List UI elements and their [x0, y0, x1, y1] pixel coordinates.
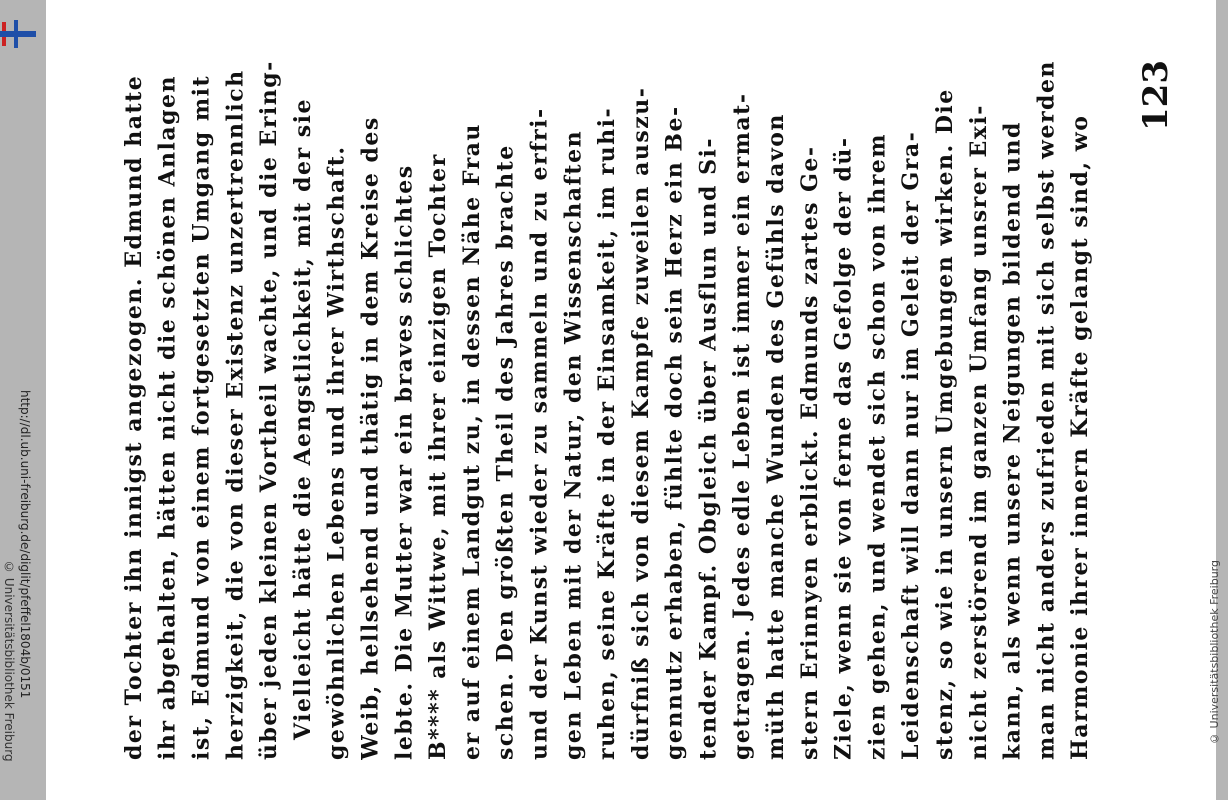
text-line: ruhen, seine Kräfte in der Einsamkeit, im ruhi- [594, 106, 621, 760]
text-line: stern Erinnyen erblickt. Edmunds zartes Ge- [796, 145, 823, 760]
scanned-page [46, 0, 1216, 800]
page-number: 123 [1136, 60, 1176, 131]
right-copyright-notice: © Universitätsbibliothek Freiburg [1208, 560, 1221, 745]
text-line: gen Leben mit der Natur, den Wissenschaften [560, 129, 587, 760]
text-line: nicht zerstörend im ganzen Umfang unsrer Exi- [965, 104, 992, 760]
text-line: kann, als wenn unsere Neigungen bildend und [999, 121, 1026, 760]
text-line: ist, Edmund von einem fortgesetzten Umgang mit [188, 74, 215, 760]
text-line: er auf einem Landgut zu, in dessen Nähe Frau [458, 123, 485, 760]
page-text-column [116, 60, 1096, 760]
text-line: Leidenschaft will dann nur im Geleit der Gra- [898, 130, 925, 760]
text-line: stenz, so wie in unsern Umgebungen wirken. Die [932, 88, 959, 760]
text-line: Weib, hellsehend und thätig in dem Kreise des [357, 116, 384, 760]
text-line: der Tochter ihn innigst angezogen. Edmund hatte [120, 74, 147, 760]
text-line: über jeden kleinen Vortheil wachte, und die Ering- [256, 60, 283, 760]
text-line: herzigkeit, die von dieser Existenz unzertrennlich [222, 69, 249, 760]
text-line: Harmonie ihrer innern Kräfte gelangt sind, wo [1067, 114, 1094, 760]
text-line: B**** als Wittwe, mit ihrer einzigen Tochter [425, 153, 452, 760]
text-line: ihr abgehalten, hätten nicht die schönen Anlagen [154, 74, 181, 760]
text-line: getragen. Jedes edle Leben ist immer ein ermat- [729, 92, 756, 760]
text-line: lebte. Die Mutter war ein braves schlichtes [391, 164, 418, 760]
text-line: man nicht anders zufrieden mit sich selbst werden [1033, 60, 1060, 760]
source-url[interactable]: http://dl.ub.uni-freiburg.de/diglit/pfeffel1804b/0151 [18, 390, 32, 699]
text-line: gennutz erhaben, fühlte doch sein Herz ein Be- [661, 105, 688, 760]
text-line: gewöhnlichen Lebens und ihrer Wirthschaft. [323, 145, 350, 760]
text-line: schen. Den größten Theil des Jahres brachte [492, 144, 519, 760]
text-line: müth hatte manche Wunden des Gefühls davon [763, 113, 790, 760]
library-logo-icon [0, 18, 36, 50]
text-line: Ziele, wenn sie von ferne das Gefolge der dü- [830, 136, 857, 760]
copyright-notice: © Universitätsbibliothek Freiburg [2, 560, 16, 762]
text-line: Vielleicht hätte die Aengstlichkeit, mit der sie [289, 98, 316, 740]
text-line: tender Kampf. Obgleich über Ausflun und Si- [695, 137, 722, 760]
text-line: dürfniß sich von diesem Kampfe zuweilen auszu- [627, 86, 654, 760]
text-line: zien gehen, und wendet sich schon von ihrem [864, 132, 891, 760]
text-line: und der Kunst wieder zu sammeln und zu erfri- [526, 107, 553, 760]
viewer-left-margin [0, 0, 46, 800]
